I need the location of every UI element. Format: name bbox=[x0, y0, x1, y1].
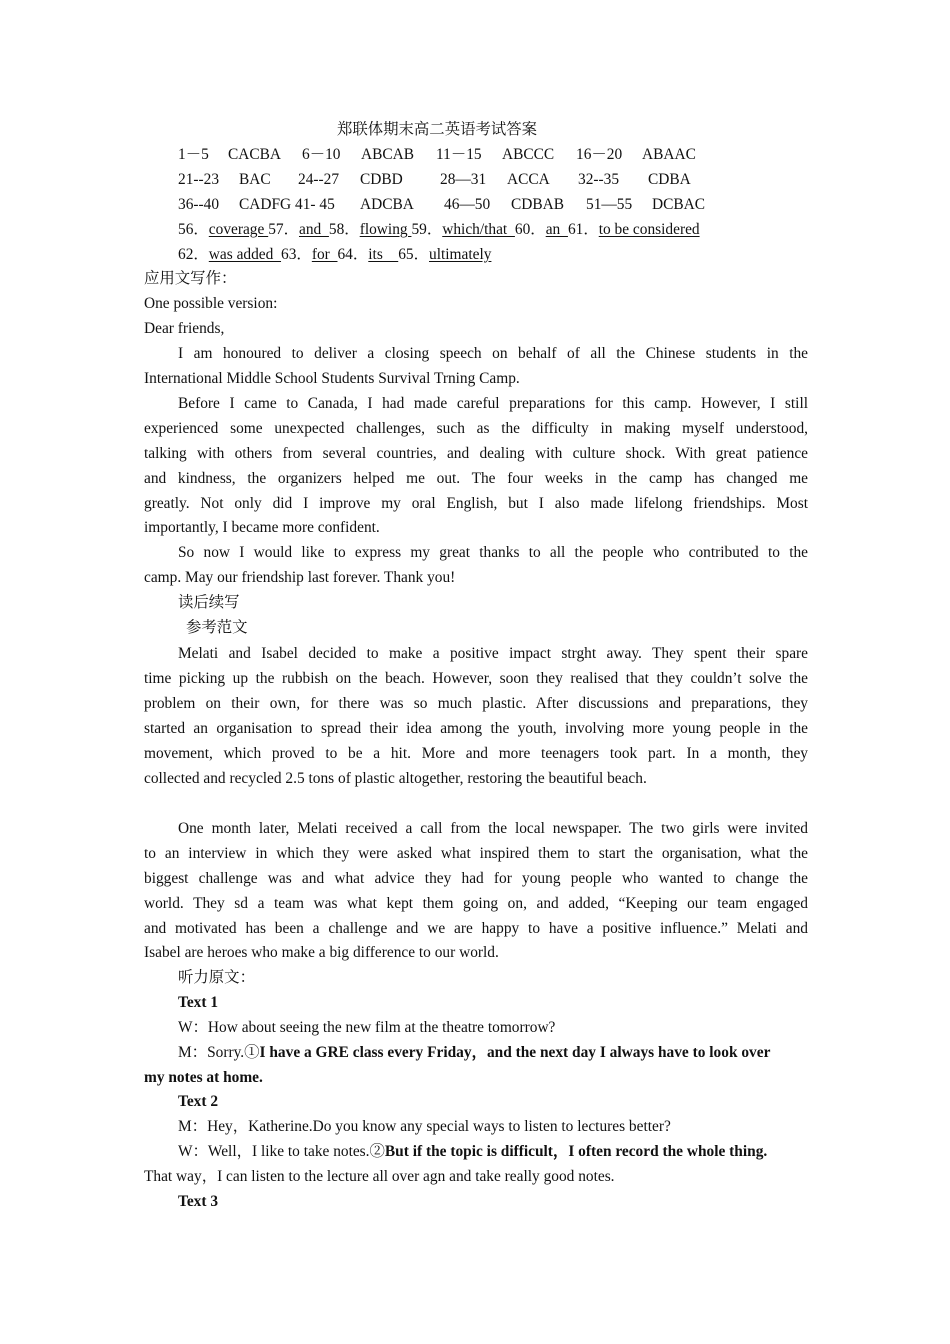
writing-greeting: Dear friends, bbox=[144, 320, 225, 337]
writing-heading: 应用文写作： bbox=[144, 270, 237, 287]
writing-line: experienced some unexpected challenges, such as the difficulty in making myself understood, bbox=[144, 420, 808, 437]
answer-row-3: 36--40 CADFG 41- 45 ADCBA 46—50 CDBAB 51—55 DCBAC bbox=[178, 196, 706, 213]
continuation-subheading: 参考范文 bbox=[186, 619, 248, 636]
text2-woman-line-cont: That way，I can listen to the lecture all over agn and take really good notes. bbox=[144, 1168, 615, 1185]
fill-blank-row-1: 56．coverage 57．and 58．flowing 59．which/that 60．an 61．to be considered bbox=[178, 221, 700, 238]
continuation-line: One month later, Melati received a call from the local newspaper. The two girls were invited bbox=[178, 820, 808, 837]
writing-line: International Middle School Students Survival Trning Camp. bbox=[144, 370, 520, 387]
continuation-line: problem on their own, for there was so much plastic. After discussions and preparations, they bbox=[144, 695, 808, 712]
continuation-line: biggest challenge was and what advice they had for young people who wanted to change the bbox=[144, 870, 808, 887]
page-title: 郑联体期末高二英语考试答案 bbox=[336, 121, 538, 138]
fill-blank-row-2: 62．was added 63．for 64．its 65．ultimately bbox=[178, 246, 492, 263]
continuation-line: Isabel are heroes who make a big difference to our world. bbox=[144, 944, 499, 961]
writing-line: camp. May our friendship last forever. Thank you! bbox=[144, 569, 456, 586]
text2-woman-line: W：Well，I like to take notes.②But if the topic is difficult，I often record the whole thing. bbox=[178, 1143, 768, 1160]
writing-line: Before I came to Canada, I had made careful preparations for this camp. However, I still bbox=[178, 395, 808, 412]
answer-row-2: 21--23 BAC 24--27 CDBD 28—31 ACCA 32--35 CDBA bbox=[178, 171, 691, 188]
writing-line: importantly, I became more confident. bbox=[144, 519, 380, 536]
text2-man-line: M：Hey，Katherine.Do you know any special ways to listen to lectures better? bbox=[178, 1118, 671, 1135]
text1-woman-line: W：How about seeing the new film at the theatre tomorrow? bbox=[178, 1019, 556, 1036]
continuation-line: collected and recycled 2.5 tons of plastic altogether, restoring the beautiful beach. bbox=[144, 770, 647, 787]
continuation-line: movement, which proved to be a hit. More and more teenagers took part. In a month, they bbox=[144, 745, 808, 762]
continuation-line: world. They sd a team was what kept them going on, and added, “Keeping our team engaged bbox=[144, 895, 808, 912]
text1-label: Text 1 bbox=[178, 994, 219, 1011]
text2-label: Text 2 bbox=[178, 1093, 219, 1110]
answer-row-1: 1－5 CACBA 6－10 ABCAB 11－15 ABCCC 16－20 ABAAC bbox=[178, 146, 696, 163]
text1-man-line: M：Sorry.①I have a GRE class every Friday，and the next day I always have to look over bbox=[178, 1044, 771, 1061]
continuation-line: time picking up the rubbish on the beach. However, soon they realised that they couldn’t solve the bbox=[144, 670, 808, 687]
writing-line: and kindness, the organizers helped me out. The four weeks in the camp has changed me bbox=[144, 470, 808, 487]
text3-label: Text 3 bbox=[178, 1193, 219, 1210]
continuation-line: Melati and Isabel decided to make a positive impact strght away. They spent their spare bbox=[178, 645, 808, 662]
text1-man-line-cont: my notes at home. bbox=[144, 1069, 263, 1086]
writing-line: talking with others from several countries, and dealing with culture shock. With great patience bbox=[144, 445, 808, 462]
continuation-line: started an organisation to spread their idea among the youth, involving more young people in the bbox=[144, 720, 808, 737]
listening-heading: 听力原文： bbox=[178, 969, 255, 986]
continuation-line: to an interview in which they were asked what inspired them to start the organisation, what the bbox=[144, 845, 808, 862]
writing-line: So now I would like to express my great thanks to all the people who contributed to the bbox=[178, 544, 808, 561]
writing-line: I am honoured to deliver a closing speech on behalf of all the Chinese students in the bbox=[178, 345, 808, 362]
writing-version: One possible version: bbox=[144, 295, 278, 312]
writing-line: greatly. Not only did I improve my oral English, but I also made lifelong friendships. Most bbox=[144, 495, 808, 512]
continuation-line: and motivated has been a challenge and we are happy to have a positive influence.” Melati and bbox=[144, 920, 808, 937]
continuation-heading: 读后续写 bbox=[178, 594, 240, 611]
